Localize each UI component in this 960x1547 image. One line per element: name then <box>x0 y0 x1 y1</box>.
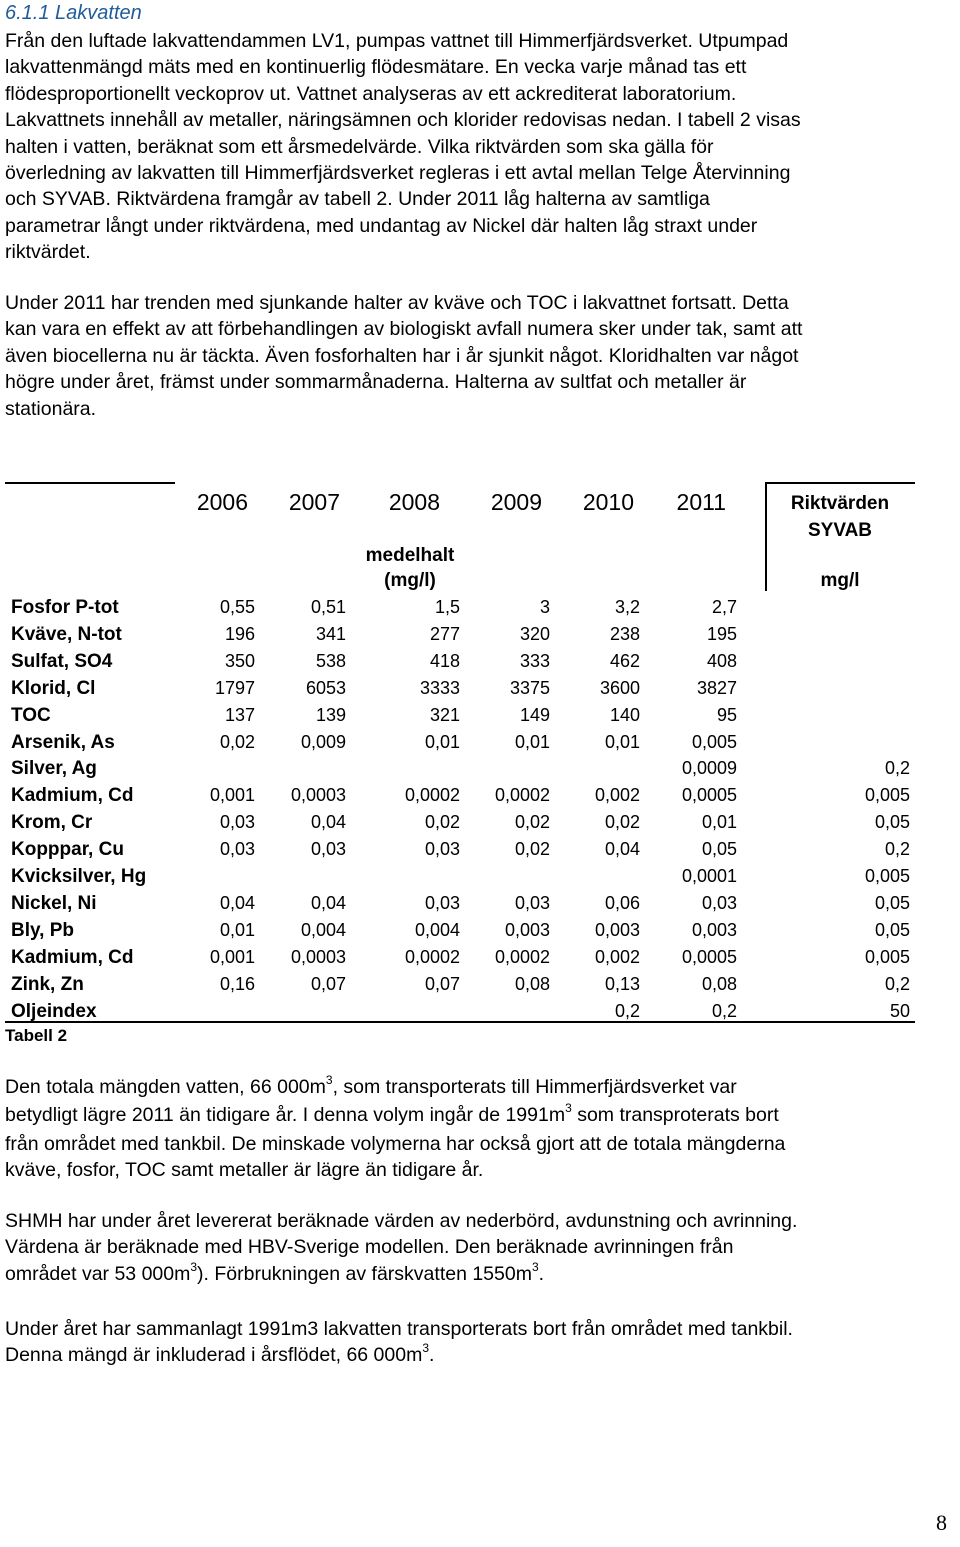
cell-value: 195 <box>706 623 737 644</box>
cell-value: 3827 <box>696 677 737 698</box>
cell-value: 0,03 <box>310 839 346 860</box>
trend-paragraph <box>5 290 955 422</box>
year-header: 2006 <box>196 489 248 515</box>
table-row <box>0 809 960 836</box>
cell-value: 0,04 <box>219 892 255 913</box>
cell-value: 0,07 <box>310 973 346 994</box>
table-row <box>0 863 960 890</box>
cell-value: 0,16 <box>219 973 255 994</box>
row-label: TOC <box>11 704 51 726</box>
cell-value: 321 <box>429 704 460 725</box>
text-line: lakvattenmängd mäts med en kontinuerlig flödesmätare. En vecka varje månad tas ett <box>5 56 747 79</box>
cell-value: 0,002 <box>594 785 640 806</box>
table-row <box>0 944 960 971</box>
guideline-value: 0,005 <box>864 785 910 806</box>
row-label: Krom, Cr <box>11 812 93 834</box>
guideline-value: 0,005 <box>864 866 910 886</box>
cell-value: 0,0002 <box>404 946 460 967</box>
page-number: 8 <box>936 1510 947 1535</box>
cell-value: 462 <box>609 650 640 671</box>
cell-value: 0,03 <box>701 892 737 913</box>
row-label: Nickel, Ni <box>11 892 97 914</box>
text-line: Lakvattnets innehåll av metaller, näringsämnen och klorider redovisas nedan. I tabell 2 visas <box>5 109 801 132</box>
cell-value: 0,02 <box>424 812 460 833</box>
table-row <box>0 836 960 863</box>
table-row <box>0 729 960 756</box>
cell-value: 0,004 <box>300 919 346 940</box>
cell-value: 0,02 <box>514 839 550 860</box>
text-line: halten i vatten, beräknat som ett årsmedelvärde. Vilka riktvärden som ska gälla för <box>5 135 714 158</box>
cell-value: 3600 <box>599 677 640 698</box>
table-row <box>0 971 960 998</box>
cell-value: 0,03 <box>424 839 460 860</box>
cell-value: 2,7 <box>711 597 737 617</box>
text-segment: . <box>538 1262 545 1285</box>
cell-value: 0,005 <box>691 731 737 752</box>
text-line: stationära. <box>5 397 97 420</box>
cell-value: 0,03 <box>219 812 255 833</box>
section-heading: 6.1.1 Lakvatten <box>5 2 142 24</box>
table-row <box>0 675 960 702</box>
table-rule <box>765 482 915 484</box>
text-line: Från den luftade lakvattendammen LV1, pumpas vattnet till Himmerfjärdsverket. Utpumpad <box>5 30 789 52</box>
superscript: 3 <box>565 1101 572 1116</box>
text-line <box>5 1074 955 1102</box>
year-header: 2008 <box>388 489 440 515</box>
guideline-value: 0,05 <box>874 812 910 833</box>
cell-value: 3,2 <box>614 597 640 617</box>
text-line: kväve, fosfor, TOC samt metaller är lägre än tidigare år. <box>5 1159 484 1182</box>
text-segment: ). Förbrukningen av färskvatten 1550m <box>197 1262 532 1285</box>
volume-paragraph <box>5 1074 955 1184</box>
text-line: flödesproportionellt veckoprov ut. Vattnet analyseras av ett ackrediterat laboratorium. <box>5 82 737 105</box>
cell-value: 538 <box>315 650 346 671</box>
cell-value: 0,003 <box>691 919 737 940</box>
text-segment: . <box>429 1344 435 1367</box>
text-line: SHMH har under året levererat beräknade värden av nederbörd, avdunstning och avrinning. <box>5 1210 798 1232</box>
year-header: 2011 <box>676 489 726 515</box>
cell-value: 0,08 <box>701 973 737 994</box>
cell-value: 0,01 <box>219 919 255 940</box>
cell-value: 6053 <box>305 677 346 698</box>
cell-value: 1,5 <box>434 597 460 617</box>
cell-value: 0,0005 <box>681 785 737 806</box>
text-segment: Den totala mängden vatten, 66 000m <box>5 1076 326 1098</box>
text-line: Under året har sammanlagt 1991m3 lakvatten transporterats bort från området med tankbil. <box>5 1318 793 1340</box>
cell-value: 149 <box>519 704 550 725</box>
cell-value: 0,07 <box>424 973 460 994</box>
cell-value: 238 <box>609 623 640 644</box>
cell-value: 1797 <box>214 677 255 698</box>
smhi-paragraph <box>5 1208 955 1289</box>
superscript: 3 <box>531 1259 539 1274</box>
cell-value: 0,01 <box>604 731 640 752</box>
row-label: Oljeindex <box>11 1000 97 1022</box>
intro-paragraph <box>5 28 955 266</box>
cell-value: 0,55 <box>219 597 255 617</box>
text-segment: området var 53 000m <box>5 1262 191 1285</box>
guideline-value: 0,2 <box>884 973 910 994</box>
text-line: Värdena är beräknade med HBV-Sverige modellen. Den beräknade avrinningen från <box>5 1236 734 1259</box>
row-label: Arsenik, As <box>11 731 115 753</box>
cell-value: 350 <box>224 650 255 671</box>
text-line: även biocellerna nu är täckta. Även fosforhalten har i år sjunkit något. Kloridhalten var något <box>5 344 799 367</box>
cell-value: 0,2 <box>711 1000 737 1021</box>
table-caption: Tabell 2 <box>5 1026 68 1045</box>
cell-value: 0,02 <box>604 812 640 833</box>
cell-value: 0,03 <box>219 839 255 860</box>
row-label: Kväve, N-tot <box>11 623 122 645</box>
unit-label: (mg/l) <box>384 570 436 591</box>
row-label: Zink, Zn <box>11 973 84 995</box>
text-segment: Denna mängd är inkluderad i årsflödet, 66 000m <box>5 1344 423 1367</box>
text-line: kan vara en effekt av att förbehandlingen av biologiskt avfall numera sker under tak, samt att <box>5 318 803 341</box>
table-row <box>0 648 960 675</box>
text-line: från området med tankbil. De minskade volymerna har också gjort att de totala mängderna <box>5 1132 786 1155</box>
cell-value: 418 <box>429 650 460 671</box>
text-segment: som transproterats bort <box>571 1104 779 1127</box>
cell-value: 0,2 <box>614 1000 640 1021</box>
row-label: Kopppar, Cu <box>11 839 124 861</box>
cell-value: 0,003 <box>504 919 550 940</box>
cell-value: 277 <box>429 623 460 644</box>
cell-value: 0,0003 <box>290 785 346 806</box>
cell-value: 0,0002 <box>404 785 460 806</box>
superscript: 3 <box>190 1259 198 1274</box>
cell-value: 320 <box>519 623 550 644</box>
cell-value: 140 <box>609 704 640 725</box>
guideline-header: Riktvärden <box>790 493 890 514</box>
cell-value: 0,01 <box>424 731 460 752</box>
cell-value: 0,08 <box>514 973 550 994</box>
text-line <box>5 1342 955 1370</box>
cell-value: 0,06 <box>604 892 640 913</box>
cell-value: 0,05 <box>701 839 737 860</box>
table-row <box>0 594 960 621</box>
cell-value: 139 <box>315 704 346 725</box>
row-label: Kvicksilver, Hg <box>11 866 147 887</box>
superscript: 3 <box>422 1341 430 1356</box>
table-rule <box>5 482 175 484</box>
cell-value: 0,04 <box>604 839 640 860</box>
cell-value: 0,02 <box>514 812 550 833</box>
cell-value: 3375 <box>509 677 550 698</box>
leachate-table <box>0 476 960 1045</box>
year-header: 2007 <box>288 489 340 515</box>
cell-value: 0,0003 <box>290 946 346 967</box>
table-row <box>0 702 960 729</box>
row-label: Bly, Pb <box>11 919 74 941</box>
cell-value: 0,0005 <box>681 946 737 967</box>
cell-value: 0,004 <box>414 919 460 940</box>
text-line: Under 2011 har trenden med sjunkande halter av kväve och TOC i lakvattnet fortsatt. Detta <box>5 292 789 314</box>
text-line: parametrar långt under riktvärdena, med undantag av Nickel där halten låg straxt under <box>5 214 758 237</box>
cell-value: 0,0001 <box>681 866 737 886</box>
cell-value: 0,003 <box>594 919 640 940</box>
cell-value: 0,001 <box>209 946 255 967</box>
table-row <box>0 998 960 1025</box>
unit-label: medelhalt <box>365 545 455 566</box>
row-label: Kadmium, Cd <box>11 946 134 968</box>
cell-value: 0,03 <box>424 892 460 913</box>
cell-value: 0,009 <box>300 731 346 752</box>
text-line: och SYVAB. Riktvärdena framgår av tabell 2. Under 2011 låg halterna av samtliga <box>5 188 710 211</box>
table-row <box>0 755 960 782</box>
cell-value: 333 <box>519 650 550 671</box>
row-label: Kadmium, Cd <box>11 785 134 807</box>
cell-value: 3 <box>539 597 550 617</box>
row-label: Fosfor P-tot <box>11 597 119 618</box>
table-row <box>0 917 960 944</box>
cell-value: 196 <box>224 623 255 644</box>
cell-value: 137 <box>224 704 255 725</box>
cell-value: 0,04 <box>310 812 346 833</box>
year-header: 2009 <box>490 489 542 515</box>
table-row <box>0 890 960 917</box>
row-label: Sulfat, SO4 <box>11 650 113 672</box>
guideline-value: 0,05 <box>874 892 910 913</box>
table-row <box>0 621 960 648</box>
row-label: Klorid, Cl <box>11 677 96 699</box>
cell-value: 0,002 <box>594 946 640 967</box>
cell-value: 408 <box>706 650 737 671</box>
cell-value: 341 <box>315 623 346 644</box>
guideline-value: 0,05 <box>874 919 910 940</box>
cell-value: 0,03 <box>514 892 550 913</box>
guideline-value: 0,005 <box>864 946 910 967</box>
row-label: Silver, Ag <box>11 758 97 780</box>
text-segment: betydligt lägre 2011 än tidigare år. I denna volym ingår de 1991m <box>5 1104 566 1127</box>
guideline-value: 0,2 <box>884 839 910 860</box>
text-segment: , som transporterats till Himmerfjärdsverket var <box>332 1076 737 1098</box>
text-line: högre under året, främst under sommarmånaderna. Halterna av sultfat och metaller är <box>5 371 747 394</box>
guideline-value: 0,2 <box>884 758 910 779</box>
cell-value: 3333 <box>419 677 460 698</box>
cell-value: 0,13 <box>604 973 640 994</box>
guideline-unit: mg/l <box>820 570 860 591</box>
cell-value: 95 <box>716 704 737 725</box>
cell-value: 0,04 <box>310 892 346 913</box>
cell-value: 0,0009 <box>681 758 737 779</box>
text-line: riktvärdet. <box>5 241 91 264</box>
text-line <box>5 1261 955 1289</box>
cell-value: 0,51 <box>310 597 346 617</box>
table-row <box>0 782 960 809</box>
cell-value: 0,01 <box>701 812 737 833</box>
text-line: överledning av lakvatten till Himmerfjärdsverket regleras i ett avtal mellan Telge Återvinning <box>5 162 791 185</box>
cell-value: 0,0002 <box>494 785 550 806</box>
year-header: 2010 <box>582 489 634 515</box>
cell-value: 0,001 <box>209 785 255 806</box>
cell-value: 0,02 <box>219 731 255 752</box>
cell-value: 0,0002 <box>494 946 550 967</box>
cell-value: 0,01 <box>514 731 550 752</box>
guideline-header-org: SYVAB <box>807 520 873 541</box>
guideline-value: 50 <box>889 1000 910 1021</box>
superscript: 3 <box>325 1073 333 1087</box>
text-line <box>5 1102 955 1130</box>
tanker-paragraph <box>5 1316 955 1371</box>
